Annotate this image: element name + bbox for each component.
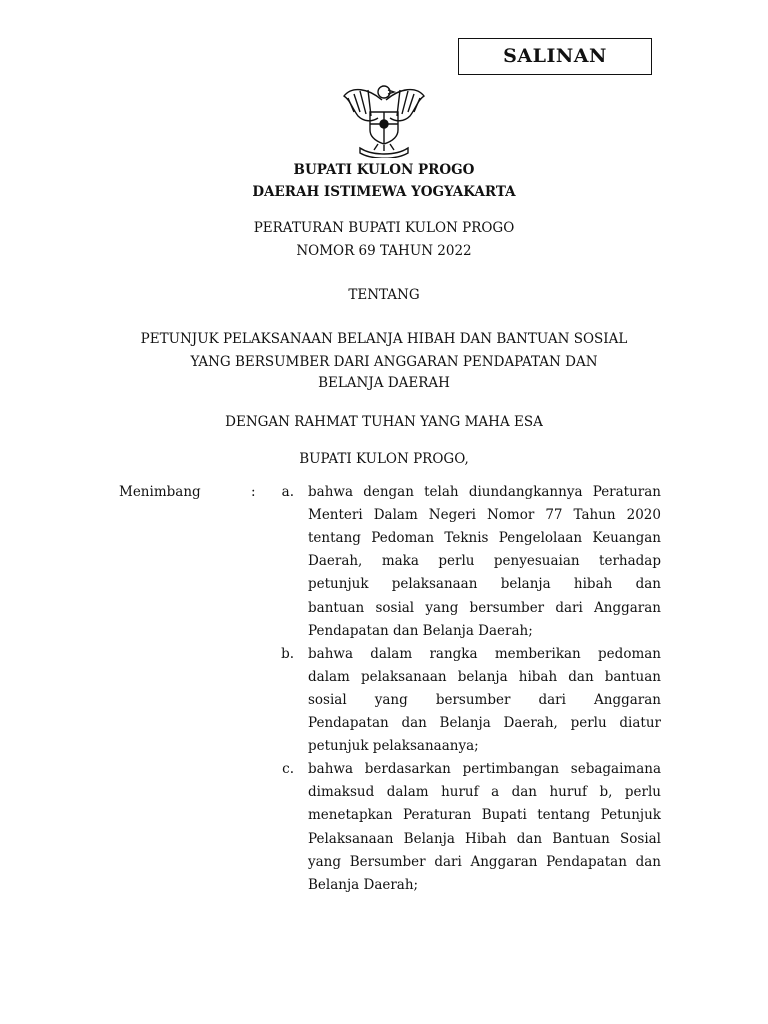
considering-colon: : bbox=[251, 484, 256, 500]
item-letter: b. bbox=[281, 645, 294, 662]
issuer-region: DAERAH ISTIMEWA YOGYAKARTA bbox=[252, 184, 516, 200]
item-text-line: bantuan sosial yang bersumber dari Anggaran bbox=[308, 599, 661, 616]
item-text-line: Pelaksanaan Belanja Hibah dan Bantuan Sosial bbox=[308, 830, 661, 847]
item-text-line: Belanja Daerah; bbox=[308, 876, 419, 893]
salinan-stamp: SALINAN bbox=[458, 38, 652, 75]
invocation: DENGAN RAHMAT TUHAN YANG MAHA ESA bbox=[225, 414, 543, 430]
regulation-title: PERATURAN BUPATI KULON PROGO bbox=[253, 220, 515, 236]
item-text-line: tentang Pedoman Teknis Pengelolaan Keuangan bbox=[308, 530, 661, 547]
subject-line: PETUNJUK PELAKSANAAN BELANJA HIBAH DAN BANTUAN SOSIAL bbox=[140, 331, 628, 347]
considering-label: Menimbang bbox=[119, 484, 201, 500]
about-heading: TENTANG bbox=[348, 287, 420, 303]
item-text-line: bahwa dalam rangka memberikan pedoman bbox=[308, 645, 661, 662]
subject-line: BELANJA DAERAH bbox=[318, 375, 450, 391]
subject-line: YANG BERSUMBER DARI ANGGARAN PENDAPATAN DAN bbox=[190, 354, 598, 370]
item-text-line: menetapkan Peraturan Bupati tentang Petunjuk bbox=[308, 807, 661, 824]
item-text-line: bahwa dengan telah diundangkannya Peraturan bbox=[308, 484, 661, 500]
item-text-line: Pendapatan dan Belanja Daerah; bbox=[308, 622, 533, 639]
item-text-line: yang Bersumber dari Anggaran Pendapatan dan bbox=[308, 853, 661, 870]
item-text-line: bahwa berdasarkan pertimbangan sebagaimana bbox=[308, 761, 661, 778]
item-text-line: Pendapatan dan Belanja Daerah, perlu diatur bbox=[308, 715, 661, 731]
item-text-line: dalam pelaksanaan belanja hibah dan bantuan bbox=[308, 668, 661, 685]
item-text-line: dimaksud dalam huruf a dan huruf b, perlu bbox=[308, 784, 661, 801]
item-text-line: petunjuk pelaksanaanya; bbox=[308, 738, 479, 755]
item-letter: c. bbox=[282, 761, 294, 778]
item-text-line: petunjuk pelaksanaan belanja hibah dan bbox=[308, 576, 661, 593]
speaker: BUPATI KULON PROGO, bbox=[299, 451, 469, 467]
regulation-number: NOMOR 69 TAHUN 2022 bbox=[296, 243, 472, 259]
issuer-authority: BUPATI KULON PROGO bbox=[293, 162, 475, 178]
item-text-line: sosial yang bersumber dari Anggaran bbox=[308, 691, 661, 708]
garuda-emblem-icon bbox=[338, 78, 430, 158]
item-text-line: Daerah, maka perlu penyesuaian terhadap bbox=[308, 553, 661, 570]
item-letter: a. bbox=[281, 484, 294, 500]
item-text-line: Menteri Dalam Negeri Nomor 77 Tahun 2020 bbox=[308, 507, 661, 524]
